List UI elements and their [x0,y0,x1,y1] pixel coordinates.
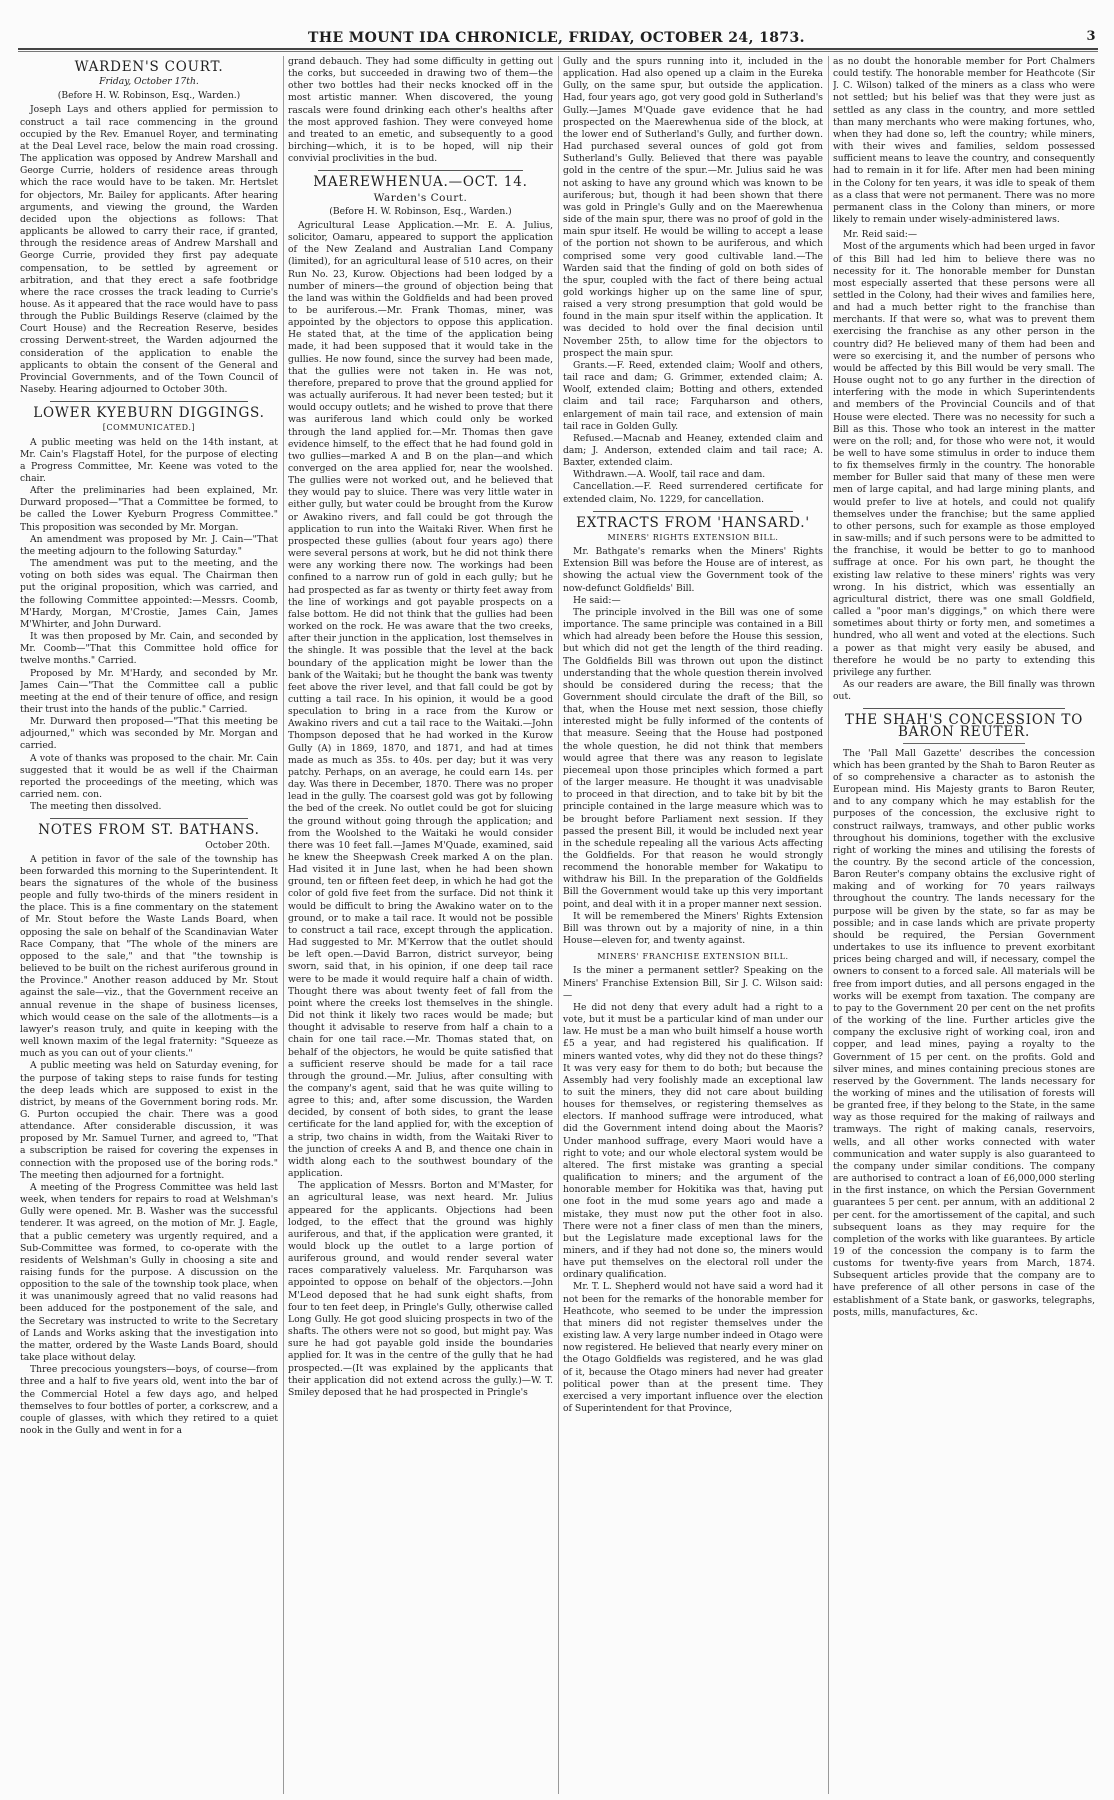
article-paragraph: The principle involved in the Bill was one of some importance. The same principle was contained in a Bill which had already been before the House this session, but which did not get the length of the third reading. The Goldfields Bill was thrown out upon the distinct understanding that the whole question therein involved should be considered during the recess; that the Government should circulate the draft of the Bill, so that, when the House met next session, those chiefly interested might be fully informed of the contents of that measure. Seeing that the House had postponed the whole question, he did not think that members would agree that there was any reason to legislate piecemeal upon those principles which formed a part of the larger measure. He thought it was unadvisable to proceed in that direction, and to take bit by bit the principle contained in the large measure which was to be brought before Parliament next session. If they passed the present Bill, it would be included next year in the schedule repealing all the various Acts affecting the Goldfields. For that reason he would strongly recommend the honorable member for Wakatipu to withdraw his Bill. In the preparation of the Goldfields Bill the Government would take up this very important point, and deal with it in a proper manner next session. [563,606,823,910]
article-heading: LOWER KYEBURN DIGGINGS. [33,405,265,422]
article-continuation: as no doubt the honorable member for Port Chalmers could testify. The honorable member for Heathcote (Sir J. C. Wilson) talked of the miners as a class who were not settled; but his belief was that they were just as settled as any class in the country, and more settled than many merchants who were making fortunes, who, when they had done so, left the country; while miners, with their wives and families, seldom possessed sufficient means to leave the country, and consequently had to remain in it for life. After men had been mining in the Colony for ten years, it was idle to speak of them as a class that were not permanent. There was no more permanent class in the Colony than miners, or more likely to remain under wisely-administered laws. [833,56,1095,226]
article-paragraph: A petition in favor of the sale of the township has been forwarded this morning to the Superintendent. It bears the signatures of the whole of the business people and fully two-thirds of the miners resident in the place. This is a fine commentary on the statement of Mr. Stout before the Waste Lands Board, when opposing the sale on behalf of the Scandinavian Water Race Company, that "The whole of the miners are opposed to the sale," and that "the township is believed to be built on the richest auriferous ground in the Province." Another reason adduced by Mr. Stout against the sale—viz., that the Government receive an annual revenue in the shape of business licenses, which would cease on the sale of the allotments—is a lawyer's reason truly, and quite in keeping with the well known maxim of the legal fraternity: "Squeeze as much as you can out of your clients." [20,853,278,1060]
masthead-title: THE MOUNT IDA CHRONICLE, FRIDAY, OCTOBER 24, 1873. [308,30,805,46]
article-paragraph: Three precocious youngsters—boys, of course—from three and a half to five years old, went into the bar of the Commercial Hotel a few days ago, and helped themselves to four bottles of porter, a corkscrew, and a couple of glasses, with which they retired to a quiet nook in the Gully and went in for a [20,1364,278,1437]
article-paragraph: The application of Messrs. Borton and M'Master, for an agricultural lease, was next heard. Mr. Julius appeared for the applicants. Objections had been lodged, to the effect that the ground was highly auriferous, and that, if the application were granted, it would block up the outlet to a large portion of auriferous ground, and would render several water races comparatively valueless. Mr. Farquharson was appointed to oppose on behalf of the objectors.—John M'Leod deposed that he had sunk eight shafts, from four to ten feet deep, in Pringle's Gully, otherwise called Long Gully. He got good sluicing prospects in two of the shafts. The others were not so good, but might pay. Was sure he had got payable gold inside the boundaries applied for. It was in the centre of the gully that he had prospected.—(It was explained by the applicants that their application did not extend across the gully.)—W. T. Smiley deposed that he had prospected in Pringle's [288,1180,553,1398]
column-rule [828,56,829,1794]
article-paragraph: A public meeting was held on Saturday evening, for the purpose of taking steps to raise funds for testing the deep leads which are supposed to exist in the district, by means of the Government boring rods. Mr. G. Purton occupied the chair. There was a good attendance. After considerable discussion, it was proposed by Mr. Samuel Turner, and agreed to, "That a subscription be raised for covering the expenses in connection with the proposed use of the boring rods." The meeting then adjourned for a fortnight. [20,1060,278,1181]
article-paragraph: After the preliminaries had been explained, Mr. Durward proposed—"That a Committee be formed, to be called the Lower Kyeburn Progress Committee." This proposition was seconded by Mr. Morgan. [20,485,278,533]
section-rule [863,708,1065,709]
speaker-line: Mr. Reid said:— [843,229,918,241]
column-2 [288,56,553,1794]
masthead-rule [18,51,1098,52]
article-paragraph: Withdrawn.—A. Woolf, tail race and dam. [573,469,766,481]
article-byline: (Before H. W. Robinson, Esq., Warden.) [57,90,241,102]
article-date: Friday, October 17th. [99,76,199,88]
article-paragraph: Grants.—F. Reed, extended claim; Woolf and others, tail race and dam; G. Grimmer, extended claim; A. Woolf, extended claim; Botting and others, extended claim and tail race; Farquharson and others, enlargement of main tail race, and extension of main tail race in Golden Gully. [563,359,823,432]
article-heading: WARDEN'S COURT. [74,59,224,75]
article-heading: MAEREWHENUA.—OCT. 14. [313,174,528,191]
column-4 [833,56,1095,1794]
column-3 [563,56,823,1794]
article-paragraph: Mr. Bathgate's remarks when the Miners' Rights Extension Bill was before the House are of interest, as showing the actual view the Government took of the now-defunct Goldfields' Bill. [563,546,823,594]
article-subheading: MINERS' FRANCHISE EXTENSION BILL. [597,952,789,962]
column-1 [20,56,278,1794]
article-paragraph: Cancellation.—F. Reed surrendered certificate for extended claim, No. 1229, for cancellation. [563,481,823,505]
article-heading: EXTRACTS FROM 'HANSARD.' [576,514,810,531]
article-paragraph: A public meeting was held on the 14th instant, at Mr. Cain's Flagstaff Hotel, for the purpose of electing a Progress Committee, Mr. Keene was voted to the chair. [20,436,278,484]
column-rule [558,56,559,1794]
column-rule [283,56,284,1794]
article-paragraph: Mr. T. L. Shepherd would not have said a word had it not been for the remarks of the honorable member for Heathcote, who seemed to be under the impression that miners did not register themselves under the existing law. A very large number indeed in Otago were now registered. He believed that nearly every miner on the Otago Goldfields was registered, and he was glad of it, because the Otago miners had never had greater political power than at the present time. They exercised a very important influence over the election of Superintendent for that Province, [563,1281,823,1415]
article-paragraph: He said:— [573,594,621,606]
article-paragraph: The amendment was put to the meeting, and the voting on both sides was equal. The Chairman then put the original proposition, which was carried, and the following Committee appointed:—Messrs. Coomb, M'Hardy, Morgan, M'Crostie, James Cain, James M'Whirter, and John Durward. [20,558,278,630]
section-rule [903,743,1025,744]
article-subheading: Warden's Court. [373,191,468,204]
article-paragraph: It will be remembered the Miners' Rights Extension Bill was thrown out by a majority of nine, in a thin House—eleven for, and twenty against. [563,910,823,947]
section-rule [318,170,523,171]
article-heading: THE SHAH'S CONCESSION TO BARON REUTER. [844,712,1084,741]
article-paragraph: Is the miner a permanent settler? Speaking on the Miners' Franchise Extension Bill, Sir J. C. Wilson said:— [563,965,823,1001]
article-paragraph: Most of the arguments which had been urged in favor of this Bill had led him to believe there was no necessity for it. The honorable member for Dunstan most especially asserted that these persons were all settled in the Colony, had their wives and families here, and had a much better right to the franchise than merchants. If that were so, what was to prevent them exercising the franchise as any other person in the country did? He believed many of them had been and were so exercising it, and the number of persons who would be affected by this Bill would be very small. The House ought not to go any further in the direction of interfering with the mode in which Superintendents and members of the Provincial Councils and of that House were elected. There was no necessity for such a Bill as this. Those who took an interest in the matter were on the roll; and, for those who were not, it would be well to have some stimulus in order to induce them to fix themselves firmly in the country. The honorable member for Buller said that many of these men were men of large capital, and had large mining plants, and would prefer to live at hotels, and could not qualify themselves under the franchise; but the same applied to other persons, such for example as those employed in saw-mills; and if such persons were to be admitted to the franchise, it would be better to go to manhood suffrage at once. For his own part, he thought the existing law relative to these miners' rights was very wrong. In his district, which was essentially an agricultural district, there was one small Goldfield, called a "poor man's diggings," on which there were sometimes about thirty or forty men, and sometimes a hundred, who all went and voted at the elections. Such a power as that might very easily be abused, and therefore he would be no party to extending this privilege any further. [833,241,1095,678]
masthead [18,28,1098,50]
article-paragraph: Mr. Durward then proposed—"That this meeting be adjourned," which was seconded by Mr. Morgan and carried. [20,716,278,752]
article-paragraph: As our readers are aware, the Bill finally was thrown out. [833,678,1095,703]
section-rule [593,511,793,512]
article-subheading: MINERS' RIGHTS EXTENSION BILL. [607,532,779,542]
section-rule [50,401,248,402]
article-paragraph: He did not deny that every adult had a right to a vote, but it must be a particular kind of man under our law. He must be a man who built himself a house worth £5 a year, and had registered his qualification. If miners wanted votes, why did they not do these things? It was very easy for them to do both; but because the Assembly had very foolishly made an exceptional law to suit the miners, they did not care about building houses for themselves, or registering themselves as electors. If manhood suffrage were introduced, what did the Government intend doing about the Maoris? Under manhood suffrage, every Maori would have a right to vote; and our whole electoral system would be altered. The first mistake was granting a special qualification to miners; and the argument of the honorable member for Hokitika was that, having put one foot in the mud some years ago and made a mistake, they must now put the other foot in also. There were not a finer class of men than the miners, but the Legislature made exceptional laws for the miners, and if they had not done so, the miners would have put themselves on the electoral roll under the ordinary qualification. [563,1001,823,1281]
article-paragraph: The 'Pall Mall Gazette' describes the concession which has been granted by the Shah to Baron Reuter as of so comprehensive a character as to astonish the European mind. His Majesty grants to Baron Reuter, and to any company which he may establish for the purposes of the concession, the exclusive right to construct railways, tramways, and other public works throughout his dominions, together with the exclusive right of working the mines and utilising the forests of the country. By the second article of the concession, Baron Reuter's company obtains the exclusive right of making and of working for 70 years railways throughout the country. The lands necessary for the purpose will be given by the state, so far as may be possible; and in case lands which are private property should be required, the Persian Government undertakes to use its influence to prevent exorbitant prices being charged and will, if necessary, compel the owners to consent to a forced sale. All materials will be free from import duties, and all persons engaged in the works will be exempt from taxation. The company are to pay to the Government 20 per cent on the net profits of the working of the line. Further articles give the company the exclusive right of working coal, iron and copper, and lead mines, paying a royalty to the Government of 15 per cent. on the profits. Gold and silver mines, and mines containing precious stones are reserved by the Government. The lands necessary for the working of mines and the utilisation of forests will be granted free, if they belong to the State, in the same way as those required for the making of railways and tramways. The right of making canals, reservoirs, wells, and all other works connected with water communication and water supply is also guaranteed to the company under similar conditions. The company are authorised to contract a loan of £6,000,000 sterling in the first instance, on which the Persian Government guarantees 5 per cent. per annum, with an additional 2 per cent. for the amortissement of the capital, and such subsequent loans as they may require for the completion of the works with like guarantees. By article 19 of the concession the company is to farm the customs for twenty-five years from March, 1874. Subsequent articles provide that the company are to have preference of all other persons in case of the establishment of a State bank, or gasworks, telegraphs, posts, mills, manufactures, &c. [833,747,1095,1318]
article-paragraph: The meeting then dissolved. [30,801,162,813]
article-paragraph: Joseph Lays and others applied for permission to construct a tail race commencing in the ground occupied by the Rev. Emanuel Royer, and terminating at the Deal Level race, below the main road crossing. The application was opposed by Andrew Marshall and George Currie, holders of residence areas through which the race would have to be taken. Mr. Hertslet for objectors, Mr. Bailey for applicants. After hearing arguments, and viewing the ground, the Warden decided upon the objections as follows: That applicants be allowed to carry their race, if granted, through the residence areas of Andrew Marshall and George Currie, provided they first pay adequate compensation, to be settled by agreement or arbitration, and that they erect a safe footbridge where the race crosses the track leading to Currie's house. As it appeared that the race would have to pass through the Public Buildings Reserve (claimed by the Court House) and the Recreation Reserve, besides crossing Derwent-street, the Warden adjourned the consideration of the application to enable the applicants to obtain the consent of the General and Provincial Governments, and of the Town Council of Naseby. Hearing adjourned to October 30th. [20,104,278,396]
article-byline: (Before H. W. Robinson, Esq., Warden.) [329,205,512,217]
article-paragraph: Agricultural Lease Application.—Mr. E. A. Julius, solicitor, Oamaru, appeared to support the application of the New Zealand and Australian Land Company (limited), for an agricultural lease of 510 acres, on their Run No. 23, Kurow. Objections had been lodged by a number of miners—the ground of objection being that the land was within the Goldfields and had been proved to be auriferous.—Mr. Frank Thomas, miner, was appointed by the objectors to oppose this application. He stated that, at the time of the application being made, it had been supposed that it would take in the gullies. He now found, since the survey had been made, that the gullies were not taken in. He was not, therefore, prepared to prove that the ground applied for was actually auriferous. It had never been tested; but it would occupy outlets; and he wished to prove that there was auriferous land which could only be worked through the land applied for.—Mr. Thomas then gave evidence himself, to the effect that he had found gold in two gullies—marked A and B on the plan—and which converged on the area applied for, near the woolshed. The gullies were not worked out, and he believed that they would pay to sluice. There was very little water in either gully, but water could be brought from the Kurow or Awakino rivers, and fall could be got through the application to run into the Waitaki River. When first he prospected these gullies (about four years ago) there were several persons at work, but he did not think there were any working there now. The workings had been confined to a narrow run of gold in each gully; but he had prospected as far as twenty or thirty feet away from the line of workings and got payable prospects on a false bottom. He did not think that the gullies had been worked on the rock. He was aware that the two creeks, after their junction in the application, lost themselves in the shingle. It was possible that the level at the back boundary of the application might be lower than the bank of the Waitaki; but he thought the bank was twenty feet above the river level, and that fall could be got by cutting a tail race. In his opinion, it would be a good speculation to bring in a race from the Kurow or Awakino rivers and cut a tail race to the Waitaki.—John Thompson deposed that he had worked in the Kurow Gully (A) in 1869, 1870, and 1871, and had at times made as much as 35s. to 40s. per day; but it was very patchy. Perhaps, on an average, he could earn 14s. per day. Was there in December, 1870. There was no proper lead in the gully. The coarsest gold was got by following the bed of the creek. No outlet could be got for sluicing the ground without going through the application; and from the Woolshed to the Waitaki he would consider there was 10 feet fall.—James M'Quade, examined, said he knew the Sheepwash Creek marked A on the plan. Had visited it in June last, when he had been shown ground, ten or fifteen feet deep, in which he had got the color of gold five feet from the surface. Did not think it would be difficult to bring the Awakino water on to the ground, or to make a tail race. It would not be possible to construct a tail race, except through the application. Had suggested to Mr. M'Kerrow that the outlet should be left open.—David Barron, district surveyor, being sworn, said that, in his opinion, if one deep tail race were to be made it would require half a chain of width. Thought there was about twenty feet of fall from the point where the creeks lost themselves in the shingle. Did not think it likely two races would be made; but thought it advisable to reserve from half a chain to a chain for one tail race.—Mr. Thomas stated that, on behalf of the objectors, he would be quite satisfied that a sufficient reserve should be made for a tail race through the ground.—Mr. Julius, after consulting with the company's agent, said that he was quite willing to agree to this; and, after some discussion, the Warden decided, by consent of both sides, to grant the lease certificate for the land applied for, with the exception of a strip, two chains in width, from the Waitaki River to the junction of creeks A and B, and thence one chain in width along each to the southwest boundary of the application. [288,219,553,1180]
section-rule [50,818,248,819]
page-number: 3 [1086,29,1096,44]
article-paragraph: Refused.—Macnab and Heaney, extended claim and dam; J. Anderson, extended claim and tail race; A. Baxter, extended claim. [563,432,823,469]
article-paragraph: An amendment was proposed by Mr. J. Cain—"That the meeting adjourn to the following Saturday." [20,533,278,557]
article-paragraph: A vote of thanks was proposed to the chair. Mr. Cain suggested that it would be as well if the Chairman reported the proceedings of the meeting, which was carried nem. con. [20,752,278,801]
article-heading: NOTES FROM ST. BATHANS. [38,822,260,839]
article-paragraph: It was then proposed by Mr. Cain, and seconded by Mr. Coomb—"That this Committee hold office for twelve months." Carried. [20,631,278,667]
article-paragraph: Proposed by Mr. M'Hardy, and seconded by Mr. James Cain—"That the Committee call a public meeting at the end of their tenure of office, and resign their trust into the hands of the public." Carried. [20,667,278,715]
article-paragraph: A meeting of the Progress Committee was held last week, when tenders for repairs to road at Welshman's Gully were opened. Mr. B. Washer was the successful tenderer. It was agreed, on the motion of Mr. J. Eagle, that a public cemetery was urgently required, and a Sub-Committee was formed, to co-operate with the residents of Welshman's Gully in choosing a site and raising funds for the purpose. A discussion on the opposition to the sale of the township took place, when it was unanimously agreed that no valid reasons had been adduced for the postponement of the sale, and the Secretary was instructed to write to the Secretary of Lands and Works asking that the investigation into the matter, ordered by the Waste Lands Board, should take place without delay. [20,1181,278,1364]
article-continuation: Gully and the spurs running into it, included in the application. Had also opened up a claim in the Eureka Gully, on the same spur, but outside the application. Had, four years ago, got very good gold in Sutherland's Gully.—James M'Quade gave evidence that he had prospected on the Maerewhenua side of the block, at the lower end of Sutherland's Gully, and further down. Had purchased several ounces of gold got from Sutherland's Gully. Believed that there was payable gold in the centre of the spur.—Mr. Julius said he was not asking to have any ground which was known to be auriferous; but, though it had been shown that there was gold in Pringle's Gully and on the Maerewhenua side of the main spur, there was no proof of gold in the main spur itself. He would be willing to accept a lease of the portion not shown to be auriferous, and which comprised some very good cultivable land.—The Warden said that the finding of gold on both sides of the spur, coupled with the fact of there being actual gold workings higher up on the same line of spur, raised a very strong presumption that gold would be found in the main spur itself within the application. It was decided to hold over the final decision until November 25th, to allow time for the objectors to prospect the main spur. [563,56,823,359]
article-continuation: grand debauch. They had some difficulty in getting out the corks, but succeeded in drawing two of them—the other two bottles had their necks knocked off in the most artistic manner. When discovered, the young rascals were found drinking each other's healths after the most approved fashion. They were conveyed home and treated to an emetic, and subsequently to a good birching—which, it is to be hoped, will nip their convivial proclivities in the bud. [288,56,553,165]
article-tag: [COMMUNICATED.] [102,423,196,433]
article-date: October 20th. [205,839,270,851]
